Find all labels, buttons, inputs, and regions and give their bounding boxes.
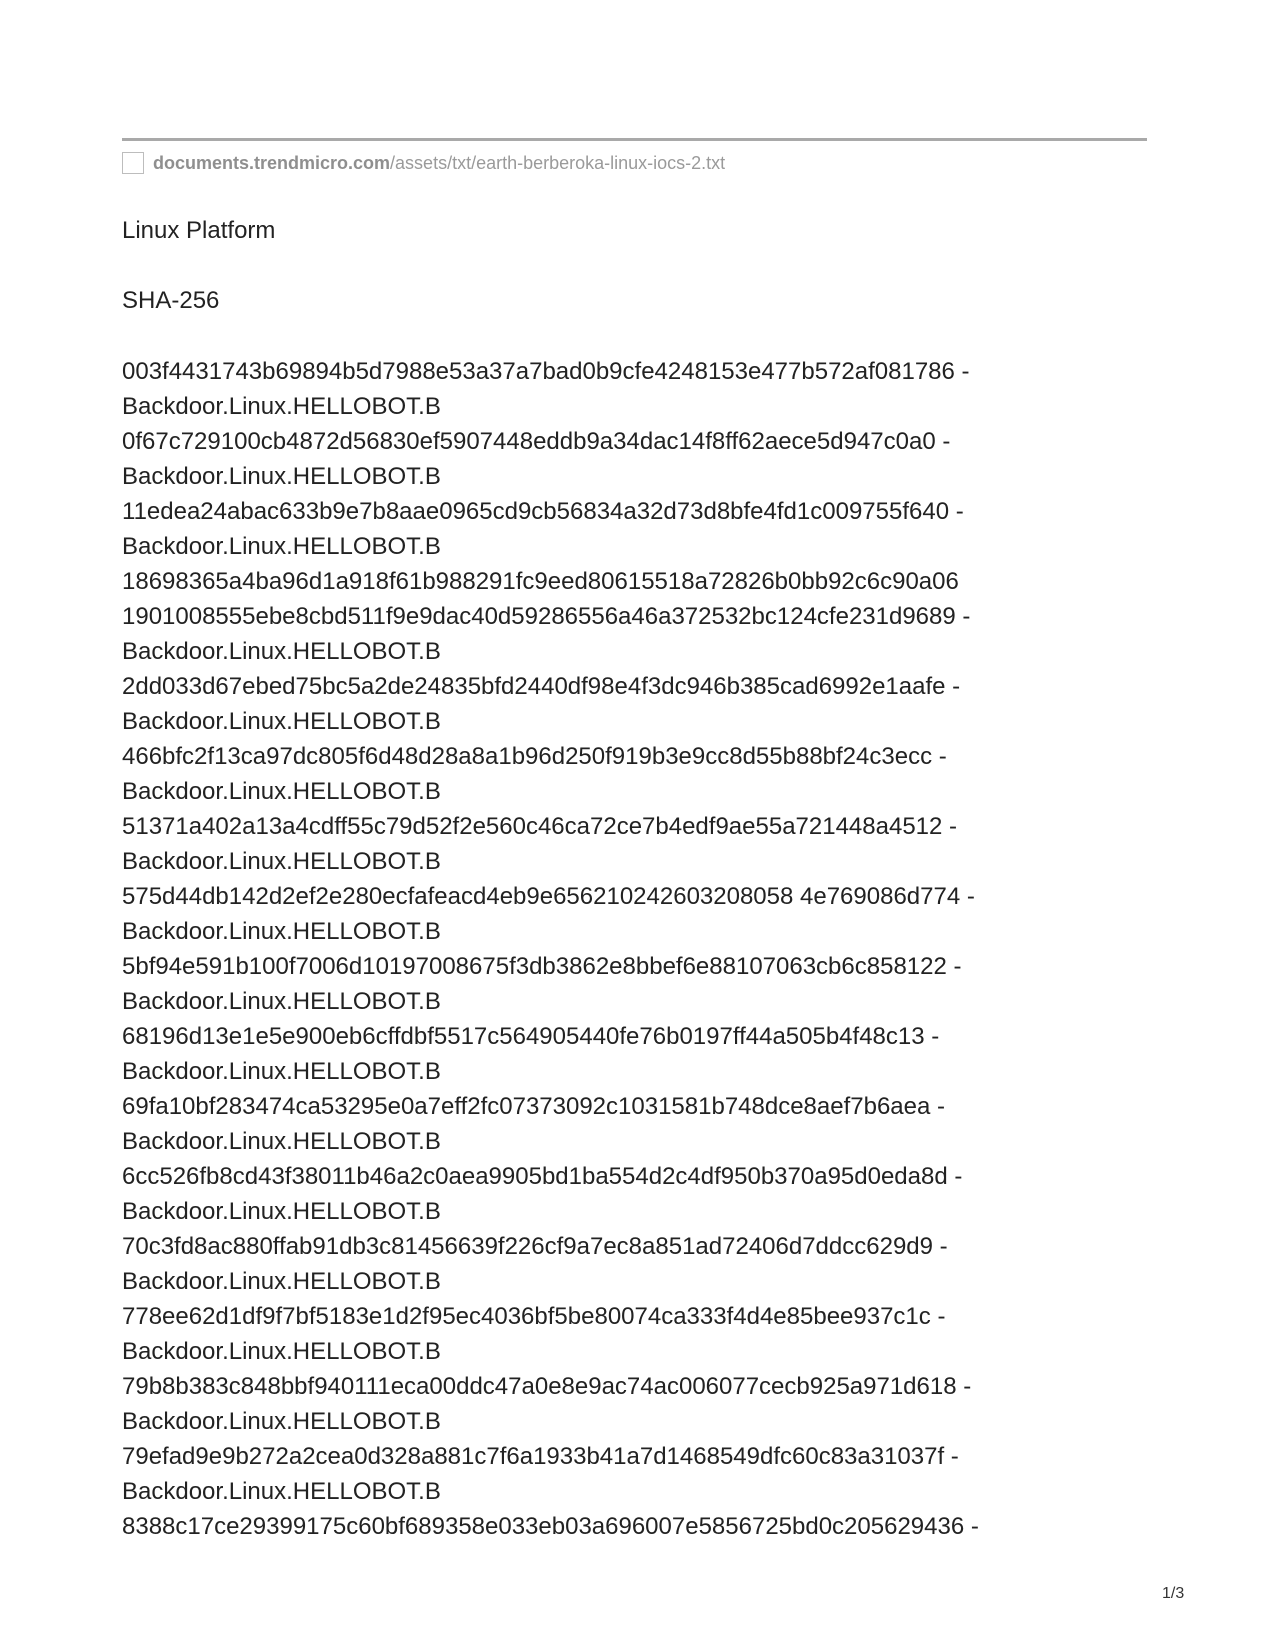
- sha256-hash-line: 0f67c729100cb4872d56830ef5907448eddb9a34dac14f8ff62aece5d947c0a0 -: [122, 428, 951, 455]
- source-url[interactable]: [122, 151, 725, 175]
- detection-name: Backdoor.Linux.HELLOBOT.B: [122, 1198, 441, 1225]
- detection-name: Backdoor.Linux.HELLOBOT.B: [122, 1338, 441, 1365]
- page-favicon-icon: [122, 152, 144, 174]
- detection-name: Backdoor.Linux.HELLOBOT.B: [122, 638, 441, 665]
- detection-name: Backdoor.Linux.HELLOBOT.B: [122, 1478, 441, 1505]
- platform-heading: Linux Platform: [122, 217, 276, 244]
- sha256-hash-line: 79b8b383c848bbf940111eca00ddc47a0e8e9ac74ac006077cecb925a971d618 -: [122, 1373, 972, 1400]
- sha256-hash-line: 68196d13e1e5e900eb6cffdbf5517c564905440fe76b0197ff44a505b4f48c13 -: [122, 1023, 940, 1050]
- sha256-hash-line: 003f4431743b69894b5d7988e53a37a7bad0b9cfe4248153e477b572af081786 -: [122, 358, 970, 385]
- sha256-hash-line: 2dd033d67ebed75bc5a2de24835bfd2440df98e4f3dc946b385cad6992e1aafe -: [122, 673, 961, 700]
- sha256-hash-line: 51371a402a13a4cdff55c79d52f2e560c46ca72ce7b4edf9ae55a721448a4512 -: [122, 813, 958, 840]
- sha256-hash-line: 466bfc2f13ca97dc805f6d48d28a8a1b96d250f919b3e9cc8d55b88bf24c3ecc -: [122, 743, 947, 770]
- sha256-hash-line: 8388c17ce29399175c60bf689358e033eb03a696007e5856725bd0c205629436 -: [122, 1513, 979, 1540]
- detection-name: Backdoor.Linux.HELLOBOT.B: [122, 463, 441, 490]
- detection-name: Backdoor.Linux.HELLOBOT.B: [122, 1408, 441, 1435]
- sha256-hash-line: 70c3fd8ac880ffab91db3c81456639f226cf9a7ec8a851ad72406d7ddcc629d9 -: [122, 1233, 948, 1260]
- sha256-hash-line: 18698365a4ba96d1a918f61b988291fc9eed80615518a72826b0bb92c6c90a06: [122, 568, 959, 595]
- sha256-hash-line: 5bf94e591b100f7006d10197008675f3db3862e8bbef6e88107063cb6c858122 -: [122, 953, 962, 980]
- ioc-list: [122, 354, 979, 1544]
- page-number: 1/3: [1162, 1585, 1185, 1602]
- detection-name: Backdoor.Linux.HELLOBOT.B: [122, 1268, 441, 1295]
- detection-name: Backdoor.Linux.HELLOBOT.B: [122, 393, 441, 420]
- detection-name: Backdoor.Linux.HELLOBOT.B: [122, 778, 441, 805]
- detection-name: Backdoor.Linux.HELLOBOT.B: [122, 533, 441, 560]
- source-path[interactable]: /assets/txt/earth-berberoka-linux-iocs-2.txt: [390, 152, 726, 173]
- detection-name: Backdoor.Linux.HELLOBOT.B: [122, 918, 441, 945]
- sha256-hash-line: 778ee62d1df9f7bf5183e1d2f95ec4036bf5be80074ca333f4d4e85bee937c1c -: [122, 1303, 946, 1330]
- sha256-hash-line: 69fa10bf283474ca53295e0a7eff2fc07373092c1031581b748dce8aef7b6aea -: [122, 1093, 946, 1120]
- sha256-hash-line: 79efad9e9b272a2cea0d328a881c7f6a1933b41a7d1468549dfc60c83a31037f -: [122, 1443, 959, 1470]
- hash-type-heading: SHA-256: [122, 287, 220, 314]
- detection-name: Backdoor.Linux.HELLOBOT.B: [122, 1128, 441, 1155]
- detection-name: Backdoor.Linux.HELLOBOT.B: [122, 848, 441, 875]
- sha256-hash-line: 11edea24abac633b9e7b8aae0965cd9cb56834a32d73d8bfe4fd1c009755f640 -: [122, 498, 964, 525]
- sha256-hash-line: 6cc526fb8cd43f38011b46a2c0aea9905bd1ba554d2c4df950b370a95d0eda8d -: [122, 1163, 963, 1190]
- sha256-hash-line: 575d44db142d2ef2e280ecfafeacd4eb9e656210242603208058 4e769086d774 -: [122, 883, 975, 910]
- detection-name: Backdoor.Linux.HELLOBOT.B: [122, 988, 441, 1015]
- sha256-hash-line: 1901008555ebe8cbd511f9e9dac40d59286556a46a372532bc124cfe231d9689 -: [122, 603, 971, 630]
- detection-name: Backdoor.Linux.HELLOBOT.B: [122, 1058, 441, 1085]
- source-domain[interactable]: documents.trendmicro.com: [153, 152, 391, 173]
- detection-name: Backdoor.Linux.HELLOBOT.B: [122, 708, 441, 735]
- top-divider: [122, 138, 1147, 141]
